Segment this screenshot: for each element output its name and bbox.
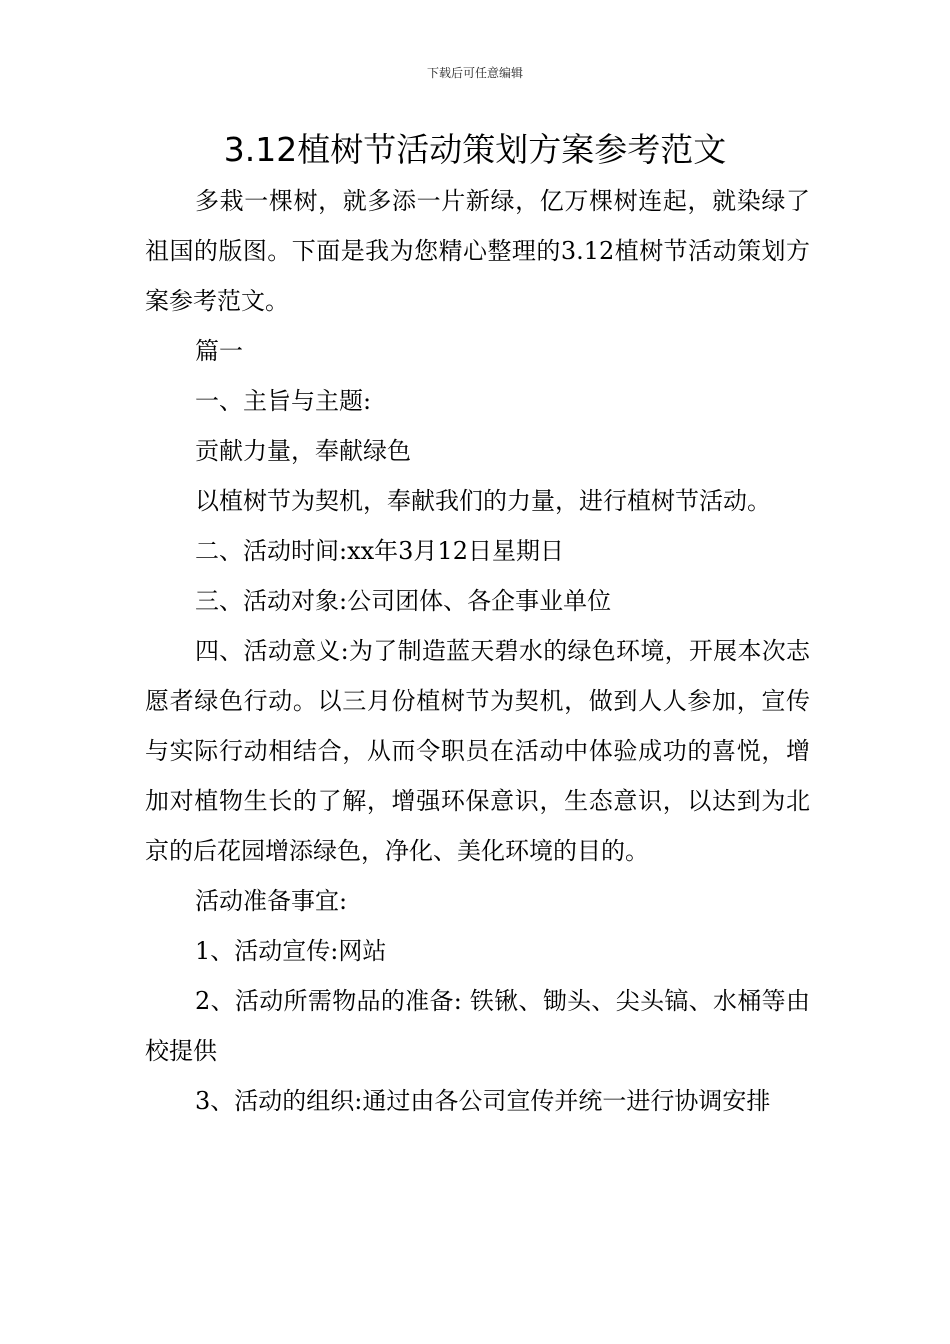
document-body <box>145 176 810 1126</box>
paragraph-intro: 多栽一棵树，就多添一片新绿，亿万棵树连起，就染绿了祖国的版图。下面是我为您精心整理的3.12植树节活动策划方案参考范文。 <box>145 187 810 315</box>
paragraph-significance: 四、活动意义:为了制造蓝天碧水的绿色环境，开展本次志愿者绿色行动。以三月份植树节为契机，做到人人参加，宣传与实际行动相结合，从而令职员在活动中体验成功的喜悦，增加对植物生长的了解，增强环保意识，生态意识，以达到为北京的后花园增添绿色，净化、美化环境的目的。 <box>145 637 810 865</box>
paragraph-time: 二、活动时间:xx年3月12日星期日 <box>195 537 564 565</box>
paragraph-preparation-heading: 活动准备事宜: <box>195 887 348 915</box>
paragraph-theme: 贡献力量，奉献绿色 <box>195 437 411 465</box>
paragraph-target: 三、活动对象:公司团体、各企事业单位 <box>195 587 612 615</box>
paragraph-purpose: 以植树节为契机，奉献我们的力量，进行植树节活动。 <box>195 487 771 515</box>
paragraph-section-label: 篇一 <box>195 337 243 365</box>
paragraph-prep-item-3: 3、活动的组织:通过由各公司宣传并统一进行协调安排 <box>195 1087 771 1115</box>
header-note: 下载后可任意编辑 <box>426 66 523 80</box>
document-title: 3.12植树节活动策划方案参考范文 <box>223 130 727 169</box>
paragraph-heading-theme: 一、主旨与主题: <box>195 387 372 415</box>
paragraph-prep-item-2: 2、活动所需物品的准备: 铁锹、锄头、尖头镐、水桶等由校提供 <box>145 987 810 1065</box>
paragraph-prep-item-1: 1、活动宣传:网站 <box>195 937 387 965</box>
